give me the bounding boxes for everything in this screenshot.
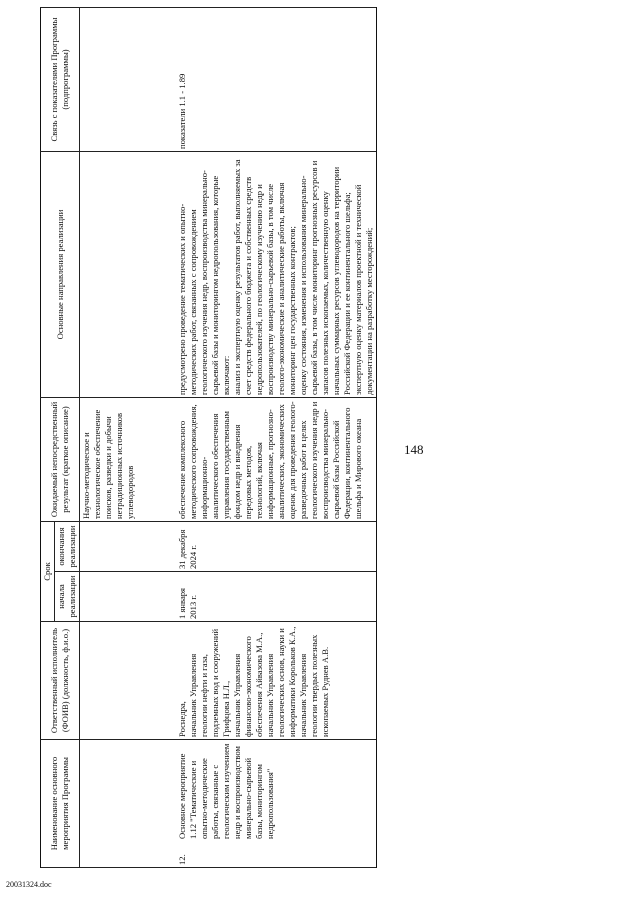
header-responsible: Ответственный исполнитель (ФОИВ) (должность, ф.и.о.): [41, 622, 80, 740]
row-name: Основное мероприятие 1.12 "Тематические и опытно-методические работы, связанные с геологическим изучением недр и воспроизводством минерально-сырьевой базы, мониторингом недропользования": [176, 743, 275, 839]
row-directions: предусмотрено проведение тематических и опытно-методических работ, связанных с сопровождением геологического изучения недр, воспроизводства минерально-сырьевой базы и мониторингом недропользования, которые включают: анализ и экспертную оценку результатов работ, выполняемых за счет средств федерального бюджета и собственных средств недропользователей, по геологическому изучению недр и воспроизводству минерально-сырьевой базы, в том числе геолого-экономические и аналитические работы, включая мониторинг цен государственных контрактов; оценку состояния, изменения и использования минерально-сырьевой базы, в том числе мониторинг прогнозных ресурсов и запасов полезных ископаемых, количественную оценку начальных суммарных ресурсов углеводородов на территории Российской Федерации и ее континентального шельфа; экспертную оценку материалов проектной и технической документации на разработку месторождений;: [176, 151, 377, 397]
header-term: Срок: [41, 521, 55, 621]
row-number: 12.: [176, 854, 187, 865]
header-term-end: окончания реализации: [55, 521, 80, 571]
header-term-start: начала реализации: [55, 572, 80, 622]
header-directions: Основные направления реализации: [41, 151, 80, 397]
empty-cell: [80, 572, 176, 622]
empty-cell: [80, 151, 176, 397]
page-number: 148: [404, 442, 424, 457]
empty-cell: [80, 7, 176, 151]
header-link: Связь с показателями Программы (подпрограммы): [41, 7, 80, 151]
footer-code: 20031324.doc: [6, 880, 52, 889]
row-result: обеспечение комплексного методического сопровождения, информационно-аналитического обеспечения управления государственным фондом недр и внедрения передовых методов, технологий, включая информационные, прогнозно-аналитических, экономических оценок для проведения геолого-разведочных работ в целях геологического изучения недр и воспроизводства минерально-сырьевой базы Российской Федерации, континентального шельфа и Мирового океана: [176, 397, 377, 521]
empty-cell: [80, 622, 176, 740]
row-end: 31 декабря 2024 г.: [176, 521, 377, 571]
empty-cell: [80, 740, 176, 868]
row-responsible: Роснедра, начальник Управления геологии нефти и газа, подземных вод и сооружений Грифцова Н.Л., начальник Управления финансово-экономического обеспечения Айвазова М.А., начальник Управления геологических основ, науки и информатики Корольков К.А., начальник Управления геологии твердых полезных ископаемых Руднев А.В.: [176, 622, 377, 740]
table-row: [176, 7, 377, 867]
rotated-page-content: [40, 8, 600, 868]
header-result: Ожидаемый непосредственный результат (краткое описание): [41, 397, 80, 521]
row-link: показатели 1.1 - 1.89: [176, 7, 377, 151]
row-name-cell: [176, 740, 377, 868]
continuation-result: Научно-методическое и технологическое обеспечение поисков, разведки и добычи нетрадиционных источников углеводородов: [80, 397, 176, 521]
program-measures-table: [40, 7, 377, 868]
header-name: Наименование основного мероприятия Программы: [41, 740, 80, 868]
row-start: 1 января 2013 г.: [176, 572, 377, 622]
empty-cell: [80, 521, 176, 571]
continuation-row: [80, 7, 176, 867]
